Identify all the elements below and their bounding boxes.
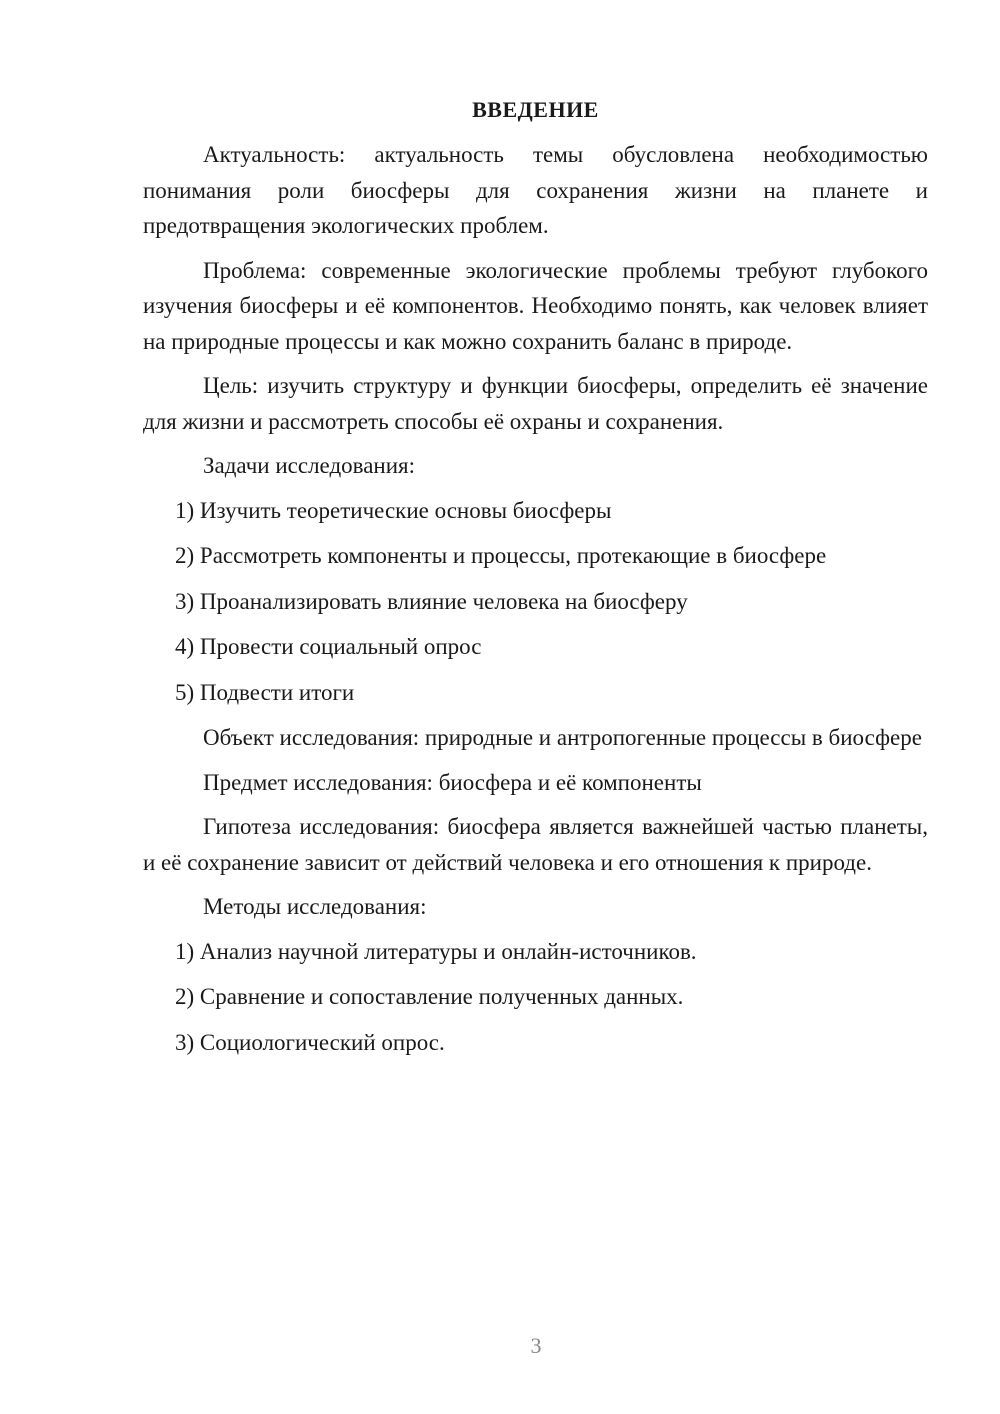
page-content [143, 95, 928, 1070]
list-item: 2) Рассмотреть компоненты и процессы, протекающие в биосфере [175, 543, 827, 568]
section-title: ВВЕДЕНИЕ [472, 97, 599, 122]
problem-paragraph: Проблема: современные экологические проблемы требуют глубокого изучения биосферы и её компонентов. Необходимо понять, как человек влияет на природные процессы и как можно сохранить баланс в природе. [143, 257, 928, 354]
subject-paragraph: Предмет исследования: биосфера и её компоненты [203, 769, 702, 795]
list-item: 3) Социологический опрос. [175, 1029, 445, 1055]
page-number: 3 [530, 1333, 542, 1358]
list-item: 2) Сравнение и сопоставление полученных данных. [175, 984, 684, 1009]
methods-heading: Методы исследования: [203, 894, 427, 919]
list-item: 1) Изучить теоретические основы биосферы [175, 497, 612, 523]
list-item: 3) Проанализировать влияние человека на биосферу [175, 588, 688, 614]
object-paragraph: Объект исследования: природные и антропогенные процессы в биосфере [203, 725, 922, 750]
tasks-heading: Задачи исследования: [203, 453, 416, 478]
goal-paragraph: Цель: изучить структуру и функции биосферы, определить её значение для жизни и рассмотреть способы её охраны и сохранения. [143, 373, 928, 434]
hypothesis-paragraph: Гипотеза исследования: биосфера является важнейшей частью планеты, и её сохранение зависит от действий человека и его отношения к природе. [143, 814, 928, 875]
list-item: 1) Анализ научной литературы и онлайн-источников. [175, 938, 697, 964]
list-item: 4) Провести социальный опрос [175, 634, 482, 659]
list-item: 5) Подвести итоги [175, 679, 355, 705]
relevance-paragraph: Актуальность: актуальность темы обусловлена необходимостью понимания роли биосферы для сохранения жизни на планете и предотвращения экологических проблем. [143, 142, 928, 238]
